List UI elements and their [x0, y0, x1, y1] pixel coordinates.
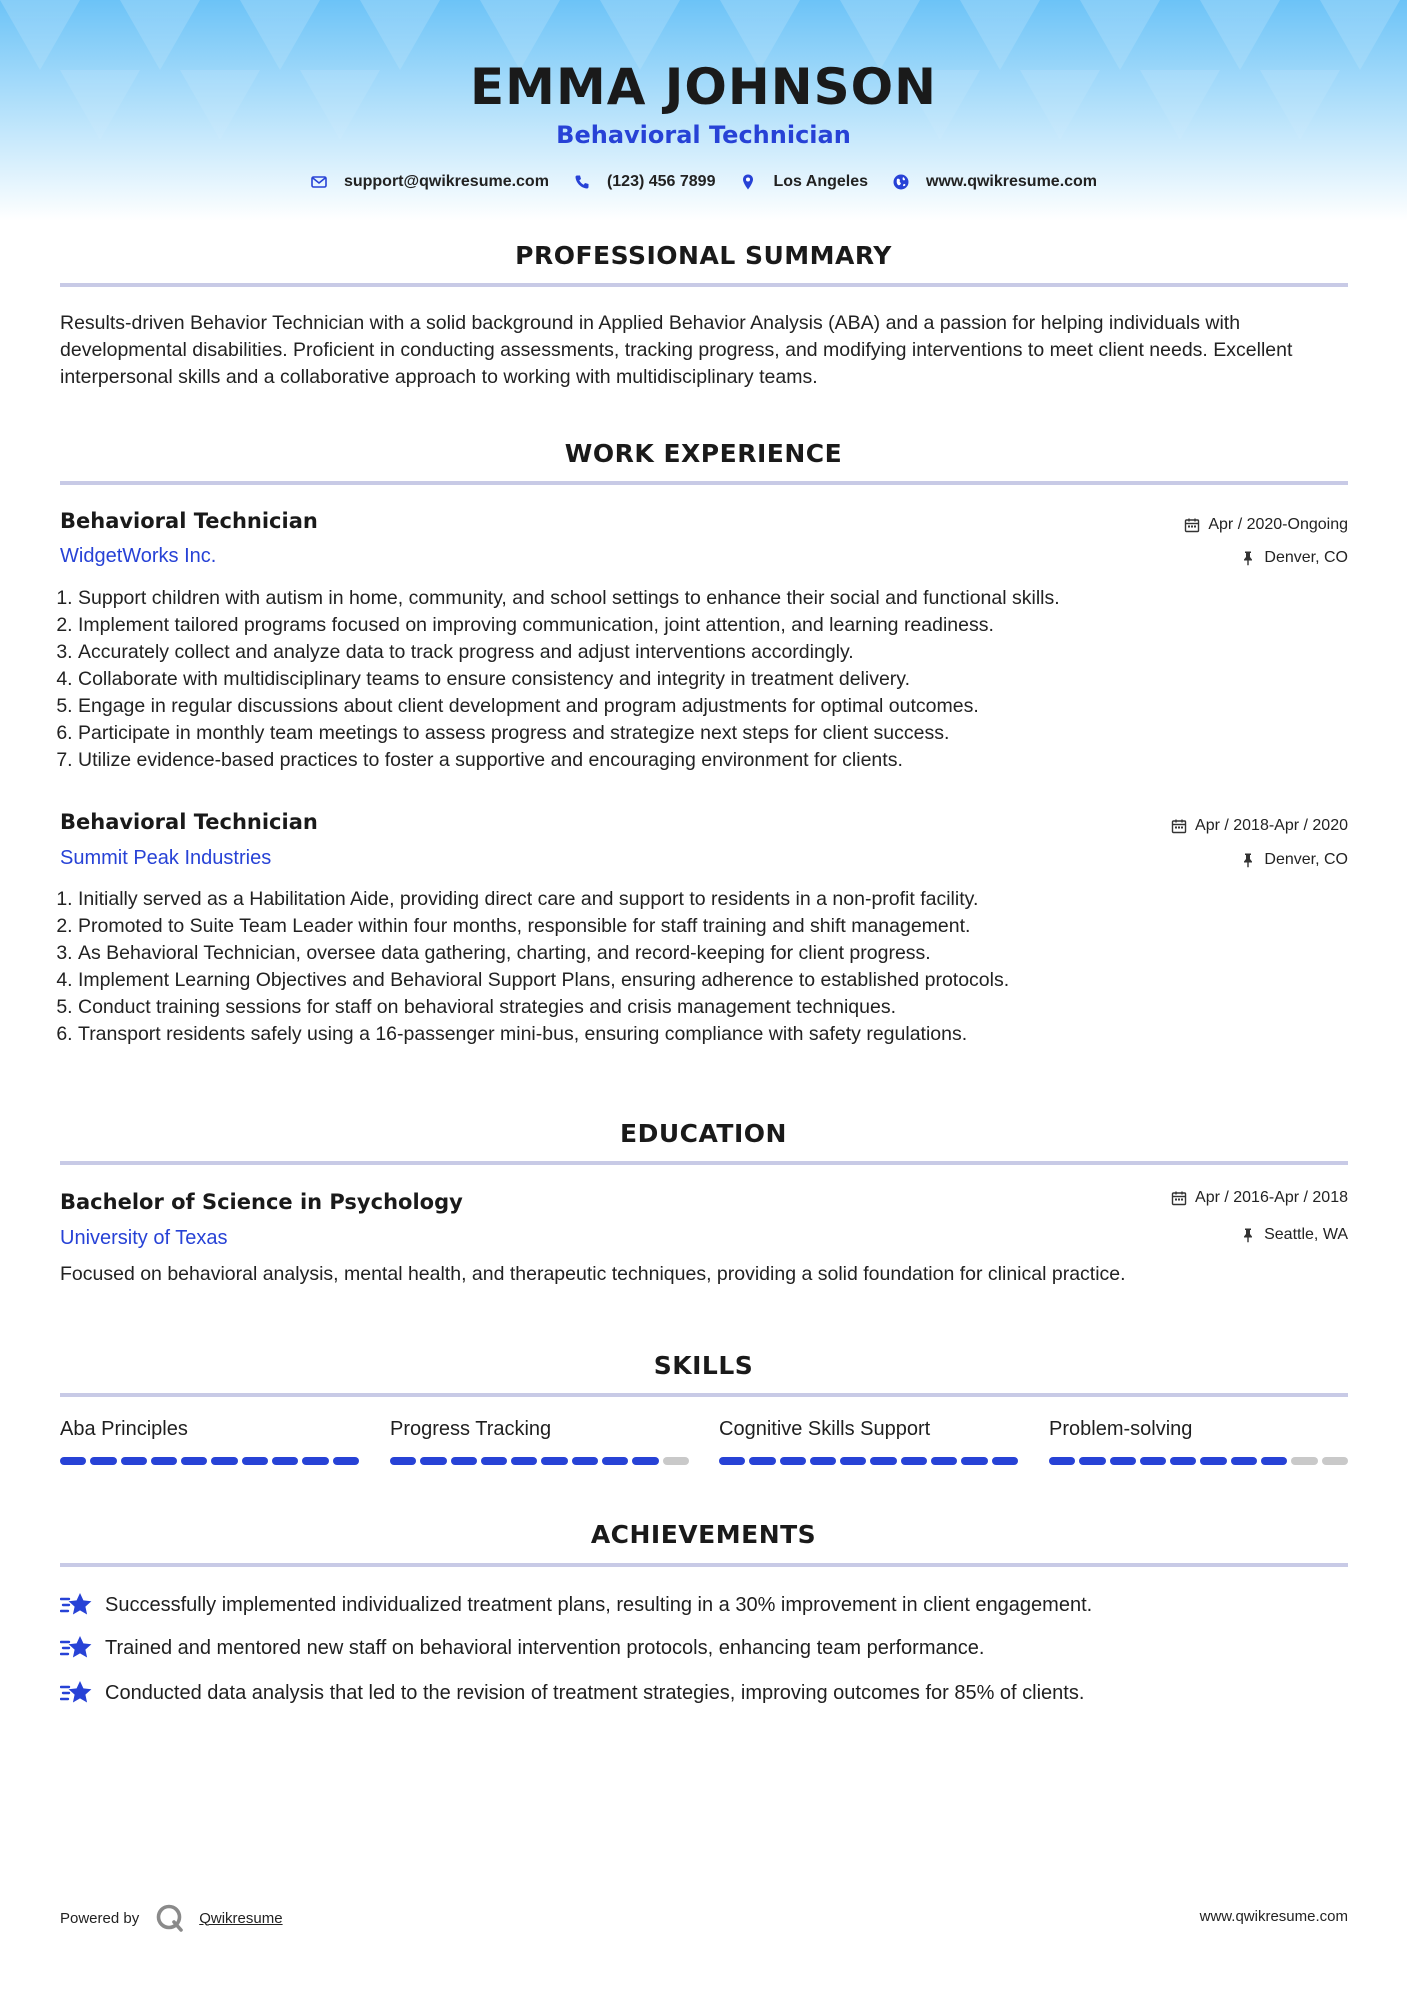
skill-level-segment — [60, 1457, 86, 1465]
job-dates-text: Apr / 2018-Apr / 2020 — [1195, 817, 1348, 834]
skill-level-segment — [1261, 1457, 1287, 1465]
summary-text: Results-driven Behavior Technician with a solid background in Applied Behavior Analysis (ABA) and a passion for helping individuals with developmental disabilities. Proficient in conducting assessments, tracking progress, and modifying interventions to meet client needs. Excellent interpersonal skills and a collaborative approach to working with multidisciplinary teams. — [60, 312, 1293, 388]
job-dates — [1184, 516, 1348, 534]
candidate-name: EMMA JOHNSON — [470, 58, 937, 116]
list-item: 1. Support children with autism in home, community, and school settings to enhance their social and functional skills. — [78, 585, 1358, 612]
skill-level-segment — [272, 1457, 298, 1465]
star-icon — [60, 1633, 92, 1663]
company-name: Summit Peak Industries — [60, 847, 272, 869]
job-dates — [1171, 817, 1348, 835]
skill-level-bar — [390, 1457, 689, 1465]
skill-level-segment — [181, 1457, 207, 1465]
pushpin-icon — [1240, 550, 1256, 566]
skill-level-segment — [1140, 1457, 1166, 1465]
job-bullets — [54, 886, 1358, 1048]
education-heading: EDUCATION — [620, 1119, 787, 1148]
skill-level-segment — [151, 1457, 177, 1465]
section-divider — [60, 1161, 1348, 1165]
list-item: 5. Engage in regular discussions about client development and program adjustments for optimal outcomes. — [78, 693, 1358, 720]
skill-level-segment — [992, 1457, 1018, 1465]
achievement-text: Conducted data analysis that led to the revision of treatment strategies, improving outcomes for 85% of clients. — [105, 1681, 1085, 1704]
contact-phone[interactable]: (123) 456 7899 — [606, 173, 716, 190]
calendar-icon — [1171, 818, 1187, 834]
contact-website[interactable]: www.qwikresume.com — [926, 173, 1098, 190]
skill-level-segment — [390, 1457, 416, 1465]
skill-level-segment — [572, 1457, 598, 1465]
footer-powered-by — [60, 1903, 283, 1933]
skill-level-segment — [870, 1457, 896, 1465]
pushpin-icon — [1240, 852, 1256, 868]
skill-level-segment — [749, 1457, 775, 1465]
skill-level-segment — [719, 1457, 745, 1465]
skill-name: Cognitive Skills Support — [719, 1418, 931, 1440]
job-title: Behavioral Technician — [60, 509, 318, 533]
skill-level-segment — [1049, 1457, 1075, 1465]
job-location — [1240, 851, 1348, 869]
list-item: 3. As Behavioral Technician, oversee data gathering, charting, and record-keeping for client progress. — [78, 940, 1358, 967]
skill-level-segment — [1291, 1457, 1317, 1465]
summary-heading: PROFESSIONAL SUMMARY — [515, 241, 892, 270]
footer-website[interactable]: www.qwikresume.com — [1199, 1908, 1348, 1925]
education-dates — [1171, 1189, 1348, 1207]
skill-level-segment — [901, 1457, 927, 1465]
job-location — [1240, 549, 1348, 567]
company-name: WidgetWorks Inc. — [60, 545, 217, 567]
contact-location: Los Angeles — [773, 173, 869, 190]
skill-level-segment — [1231, 1457, 1257, 1465]
list-item: 2. Promoted to Suite Team Leader within four months, responsible for staff training and shift management. — [78, 913, 1358, 940]
skill-level-segment — [333, 1457, 359, 1465]
list-item: 1. Initially served as a Habilitation Aide, providing direct care and support to residents in a non-profit facility. — [78, 886, 1358, 913]
skill-level-segment — [242, 1457, 268, 1465]
skills-heading: SKILLS — [653, 1351, 754, 1380]
list-item: 2. Implement tailored programs focused on improving communication, joint attention, and learning readiness. — [78, 612, 1358, 639]
skill-level-segment — [211, 1457, 237, 1465]
achievement-item — [60, 1678, 1084, 1708]
calendar-icon — [1171, 1190, 1187, 1206]
experience-heading: WORK EXPERIENCE — [564, 439, 843, 468]
skill-level-segment — [931, 1457, 957, 1465]
list-item: 4. Collaborate with multidisciplinary teams to ensure consistency and integrity in treatment delivery. — [78, 666, 1358, 693]
skill-level-segment — [90, 1457, 116, 1465]
achievement-text: Successfully implemented individualized treatment plans, resulting in a 30% improvement in client engagement. — [105, 1593, 1093, 1616]
skill-level-segment — [1200, 1457, 1226, 1465]
star-icon — [60, 1678, 92, 1708]
education-description: Focused on behavioral analysis, mental health, and therapeutic techniques, providing a solid foundation for clinical practice. — [60, 1263, 1126, 1285]
skill-level-segment — [780, 1457, 806, 1465]
job-title: Behavioral Technician — [60, 810, 318, 834]
skill-level-segment — [632, 1457, 658, 1465]
skill-name: Progress Tracking — [390, 1418, 552, 1440]
skill-level-segment — [810, 1457, 836, 1465]
skill-level-segment — [541, 1457, 567, 1465]
contact-email[interactable]: support@qwikresume.com — [343, 173, 549, 190]
globe-icon — [892, 173, 910, 191]
envelope-icon — [310, 173, 328, 191]
skill-level-segment — [1079, 1457, 1105, 1465]
skill-level-segment — [451, 1457, 477, 1465]
calendar-icon — [1184, 517, 1200, 533]
section-divider — [60, 1563, 1348, 1567]
qwikresume-logo-icon — [155, 1903, 185, 1933]
job-dates-text: Apr / 2020-Ongoing — [1208, 516, 1348, 533]
phone-icon — [573, 173, 591, 191]
skill-level-segment — [663, 1457, 689, 1465]
achievement-text: Trained and mentored new staff on behavioral intervention protocols, enhancing team performance. — [105, 1636, 985, 1659]
skill-name: Aba Principles — [60, 1418, 188, 1440]
job-bullets — [54, 585, 1358, 774]
powered-by-label: Powered by — [60, 1909, 140, 1927]
section-divider — [60, 283, 1348, 287]
job-location-text: Denver, CO — [1264, 549, 1348, 566]
achievement-item — [60, 1633, 984, 1663]
list-item: 4. Implement Learning Objectives and Behavioral Support Plans, ensuring adherence to established protocols. — [78, 967, 1358, 994]
skill-level-segment — [1322, 1457, 1348, 1465]
skill-level-segment — [1110, 1457, 1136, 1465]
skill-level-bar — [1049, 1457, 1348, 1465]
section-divider — [60, 481, 1348, 485]
list-item: 6. Transport residents safely using a 16-passenger mini-bus, ensuring compliance with safety regulations. — [78, 1021, 1358, 1048]
skill-level-segment — [602, 1457, 628, 1465]
star-icon — [60, 1590, 92, 1620]
contact-bar — [0, 173, 1407, 191]
skill-level-segment — [511, 1457, 537, 1465]
skill-level-segment — [420, 1457, 446, 1465]
skill-level-bar — [719, 1457, 1018, 1465]
skill-level-segment — [1170, 1457, 1196, 1465]
skill-level-segment — [961, 1457, 987, 1465]
skill-level-segment — [840, 1457, 866, 1465]
job-location-text: Denver, CO — [1264, 851, 1348, 868]
school-name: University of Texas — [60, 1227, 228, 1249]
skill-level-segment — [121, 1457, 147, 1465]
candidate-title: Behavioral Technician — [556, 121, 851, 149]
list-item: 6. Participate in monthly team meetings to assess progress and strategize next steps for client success. — [78, 720, 1358, 747]
qwikresume-link[interactable]: Qwikresume — [199, 1909, 283, 1927]
pushpin-icon — [1240, 1227, 1256, 1243]
education-location-text: Seattle, WA — [1264, 1226, 1348, 1243]
skill-name: Problem-solving — [1049, 1418, 1193, 1440]
list-item: 3. Accurately collect and analyze data to track progress and adjust interventions accordingly. — [78, 639, 1358, 666]
section-divider — [60, 1393, 1348, 1397]
achievement-item — [60, 1590, 1092, 1620]
education-dates-text: Apr / 2016-Apr / 2018 — [1195, 1189, 1348, 1206]
list-item: 5. Conduct training sessions for staff on behavioral strategies and crisis management techniques. — [78, 994, 1358, 1021]
map-pin-icon — [739, 173, 757, 191]
education-location — [1240, 1226, 1348, 1244]
skill-level-segment — [302, 1457, 328, 1465]
skill-level-segment — [481, 1457, 507, 1465]
list-item: 7. Utilize evidence-based practices to foster a supportive and encouraging environment for clients. — [78, 747, 1358, 774]
degree-title: Bachelor of Science in Psychology — [60, 1190, 463, 1214]
skill-level-bar — [60, 1457, 359, 1465]
achievements-heading: ACHIEVEMENTS — [590, 1520, 817, 1549]
